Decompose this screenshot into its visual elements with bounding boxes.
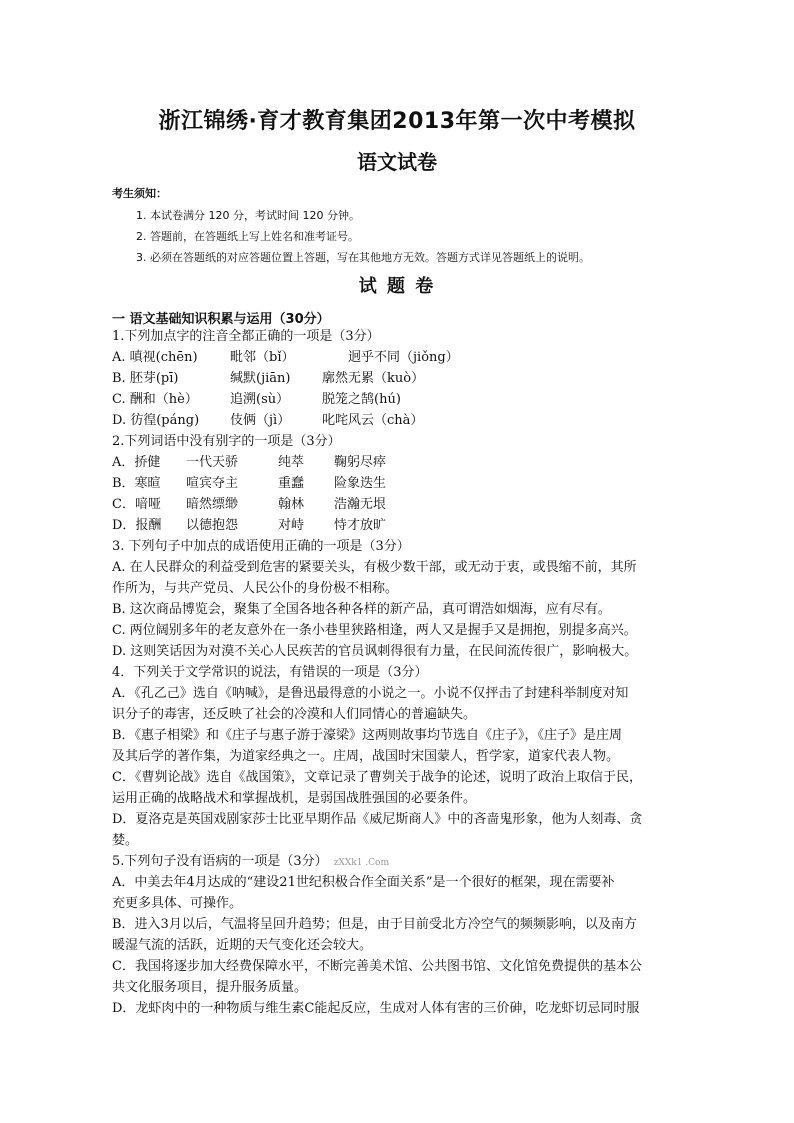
question-line: 及其后学的著作集，为道家经典之一。庄周，战国时宋国蒙人，哲学家，道家代表人物。	[112, 749, 620, 764]
option-cell: 暗然缥缈	[186, 497, 239, 512]
question-2	[112, 431, 686, 536]
option-cell: 恃才放旷	[334, 518, 387, 533]
question-line: B．进入3月以后，气温将呈回升趋势；但是，由于目前受北方冷空气的频频影响，以及南方	[112, 917, 637, 932]
notice-item: 2. 答题前，在答题纸上写上姓名和准考证号。	[136, 230, 359, 243]
question-line: D．龙虾肉中的一种物质与维生素C能起反应，生成对人体有害的三价砷，吃龙虾切忌同时服	[112, 1001, 640, 1016]
notice-item: 1. 本试卷满分 120 分，考试时间 120 分钟。	[136, 209, 360, 222]
option-cell: 对峙	[278, 518, 305, 533]
option-cell: 缄默(jiān)	[230, 371, 291, 386]
option-cell: 追溯(sù）	[230, 392, 290, 407]
question-line: C．我国将逐步加大经费保障水平，不断完善美术馆、公共图书馆、文化馆免费提供的基本公	[112, 959, 642, 974]
question-line: A．中美去年4月达成的“建设21世纪积极合作全面关系”是一个很好的框架，现在需要补	[112, 875, 615, 890]
notice-item: 3. 必须在答题纸的对应答题位置上答题，写在其他地方无效。答题方式详见答题纸上的说明。	[136, 251, 590, 264]
question-3	[112, 536, 686, 662]
option-row	[112, 473, 686, 494]
section-title: 一 语文基础知识积累与运用（30分）	[112, 312, 330, 327]
option-cell: 纯萃	[278, 455, 305, 470]
question-line: 暖湿气流的活跃，近期的天气变化还会较大。	[112, 938, 373, 953]
question-line: 充更多具体、可操作。	[112, 896, 243, 911]
option-cell: A．挢健	[112, 455, 161, 470]
option-cell: B. 胚芽(pī)	[112, 371, 179, 386]
question-stem: 3. 下列句子中加点的成语使用正确的一项是（3分）	[112, 539, 410, 554]
question-line: B．《惠子相梁》和《庄子与惠子游于濠梁》这两则故事均节选自《庄子》，《庄子》是庄周	[112, 728, 623, 743]
option-cell: 廓然无累（kuò）	[322, 371, 425, 386]
option-cell: 重蠢	[278, 476, 305, 491]
exam-title: 浙江锦绣·育才教育集团2013年第一次中考模拟	[158, 109, 636, 134]
question-5	[112, 851, 686, 1019]
question-line: A．《孔乙己》选自《呐喊》，是鲁迅最得意的小说之一。小说不仅抨击了封建科举制度对知	[112, 686, 629, 701]
option-cell: D. 彷徨(páng)	[112, 413, 200, 428]
question-line: 作所为，与共产党员、人民公仆的身份极不相称。	[112, 581, 399, 596]
option-cell: 鞠躬尽瘁	[334, 455, 387, 470]
option-row	[112, 410, 686, 431]
option-cell: 喧宾夺主	[186, 476, 239, 491]
question-line: 婪。	[112, 833, 139, 848]
question-stem: 1.下列加点字的注音全都正确的一项是（3分）	[112, 329, 380, 344]
option-row	[112, 389, 686, 410]
option-row	[112, 515, 686, 536]
option-cell: C. 酬和（hè）	[112, 392, 198, 407]
question-4	[112, 662, 686, 851]
option-cell: A. 嗔视(chēn)	[112, 350, 198, 365]
option-cell: 翰林	[278, 497, 305, 512]
watermark-note: zXXk1 .Com	[333, 858, 389, 868]
option-row	[112, 368, 686, 389]
option-row	[112, 494, 686, 515]
option-cell: 迥乎不同（jiǒng）	[348, 350, 459, 365]
question-line: C. 两位阔别多年的老友意外在一条小巷里狭路相逢，两人又是握手又是拥抱，别提多高兴。	[112, 623, 637, 638]
question-stem: 5.下列句子没有语病的一项是（3分）	[112, 854, 328, 869]
question-line: 识分子的毒害，还反映了社会的冷漠和人们同情心的普遍缺失。	[112, 707, 477, 722]
option-cell: 伎俩（jì）	[230, 413, 291, 428]
exam-subtitle: 语文试卷	[357, 150, 437, 174]
option-cell: 险象迭生	[334, 476, 387, 491]
option-cell: C．喑哑	[112, 497, 161, 512]
question-line: B. 这次商品博览会，聚集了全国各地各种各样的新产品，真可谓浩如烟海，应有尽有。	[112, 602, 611, 617]
option-row	[112, 347, 686, 368]
question-line: C．《曹刿论战》选自《战国策》，文章记录了曹刿关于战争的论述，说明了政治上取信于民，	[112, 770, 642, 785]
option-cell: 以德抱怨	[186, 518, 239, 533]
paper-label: 试 题 卷	[358, 276, 436, 297]
question-line: D. 这则笑话因为对漠不关心人民疾苦的官员讽刺得很有力量，在民间流传很广，影响极大。	[112, 644, 638, 659]
option-cell: 一代天骄	[186, 455, 239, 470]
question-line: 运用正确的战略战术和掌握战机，是弱国战胜强国的必要条件。	[112, 791, 477, 806]
option-cell: B．寒暄	[112, 476, 161, 491]
option-cell: 毗邻（bǐ）	[230, 350, 295, 365]
option-cell: D．报酬	[112, 518, 162, 533]
question-line: D．夏洛克是英国戏剧家莎士比亚早期作品《威尼斯商人》中的吝啬鬼形象，他为人刻毒、贪	[112, 812, 643, 827]
option-cell: 叱咤风云（chà）	[322, 413, 424, 428]
question-1	[112, 326, 686, 431]
option-cell: 脱笼之鹄(hú)	[322, 392, 401, 407]
question-line: A. 在人民群众的利益受到危害的紧要关头，有极少数干部，或无动于衷，或畏缩不前，其所	[112, 560, 637, 575]
question-stem: 2.下列词语中没有别字的一项是（3分）	[112, 434, 341, 449]
question-stem: 4．下列关于文学常识的说法，有错误的一项是（3分）	[112, 665, 428, 680]
option-row	[112, 452, 686, 473]
notice-heading: 考生须知：	[112, 187, 167, 200]
question-stem-row	[112, 851, 686, 872]
question-line: 共文化服务项目，提升服务质量。	[112, 980, 308, 995]
option-cell: 浩瀚无垠	[334, 497, 387, 512]
